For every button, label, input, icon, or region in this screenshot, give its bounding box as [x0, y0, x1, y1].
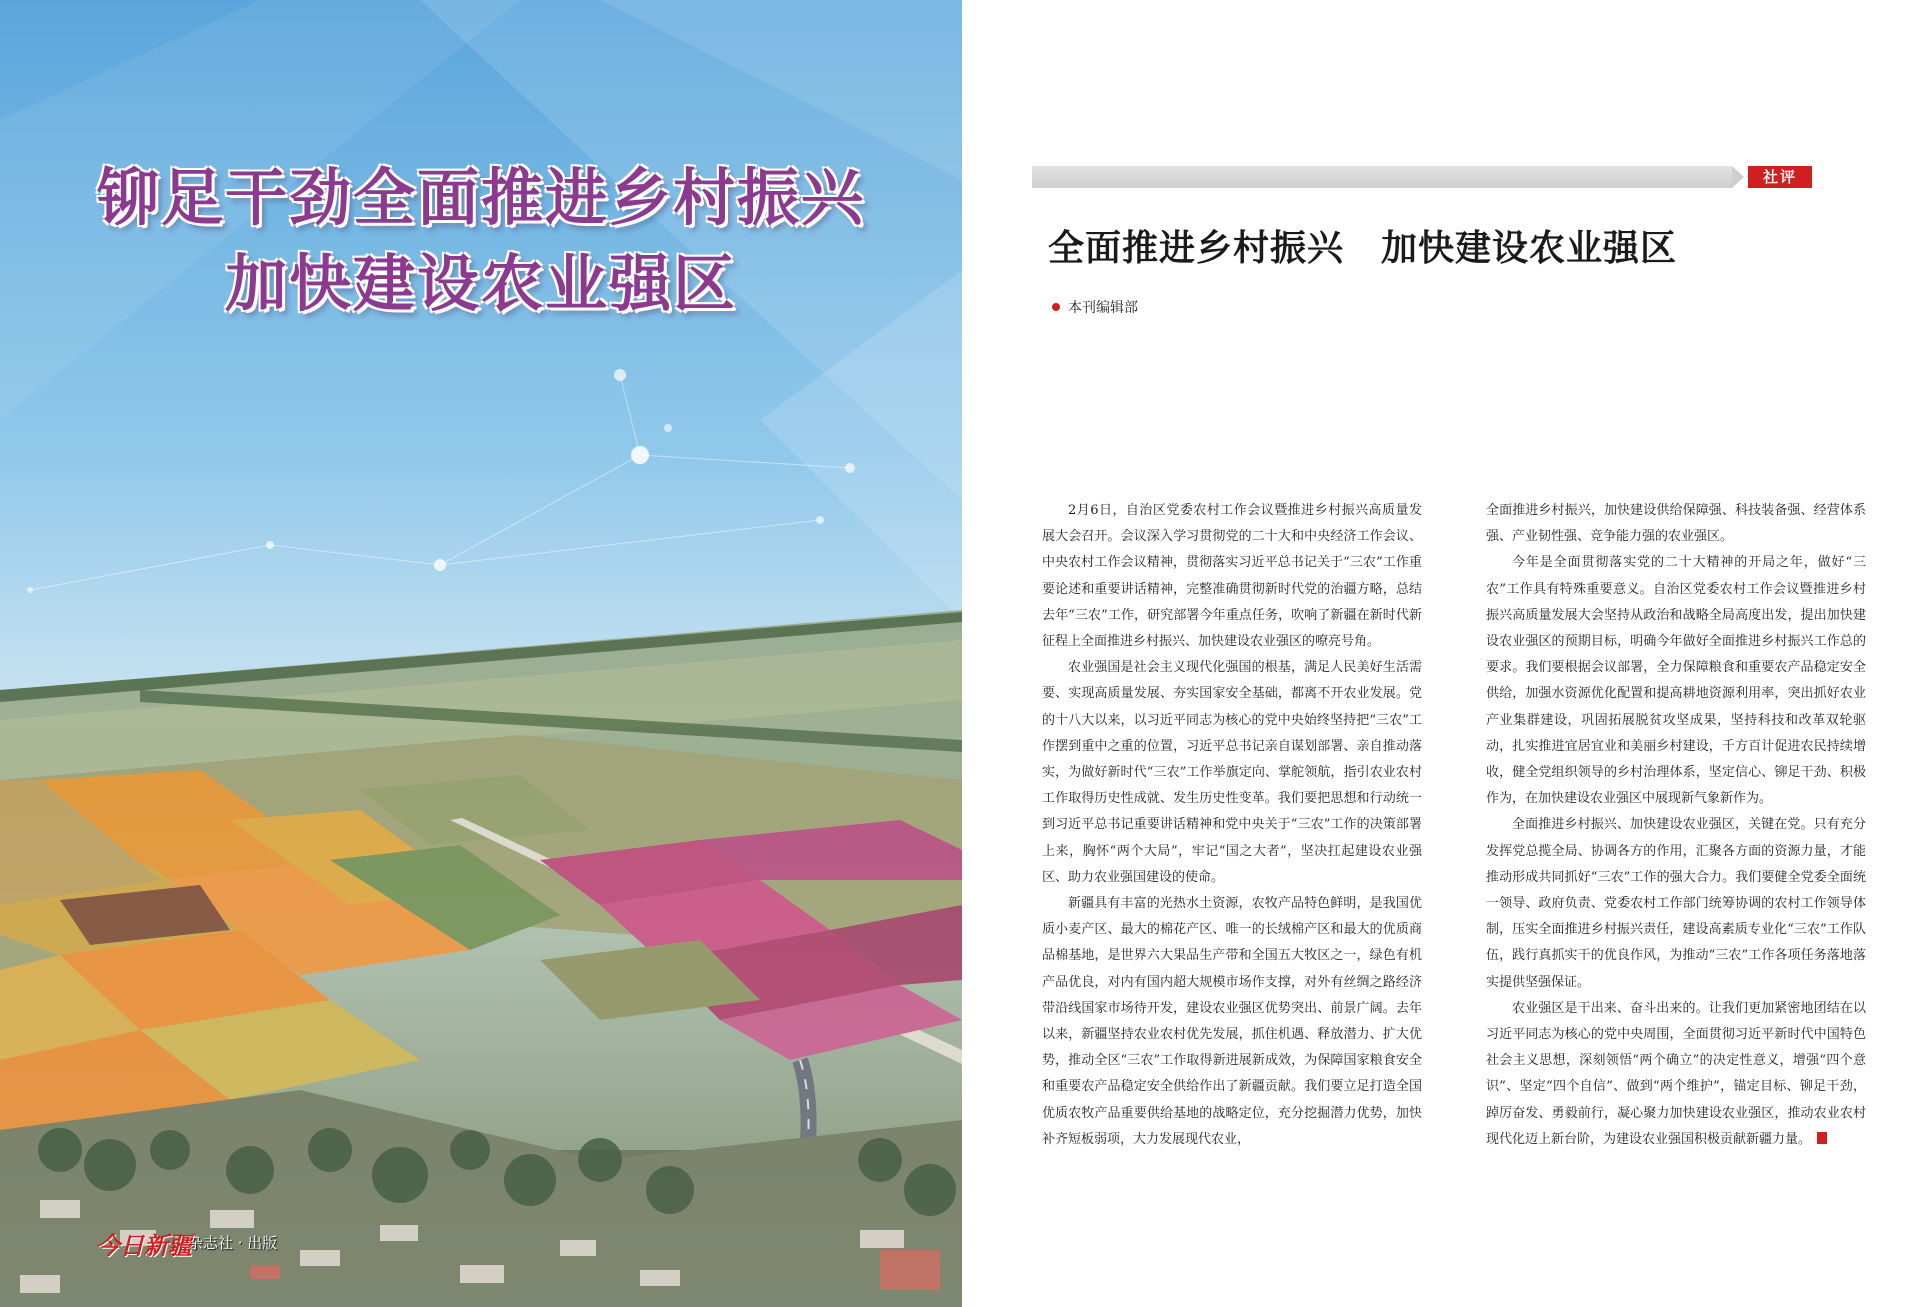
magazine-logo-sub: 杂志社 · 出版 [188, 1234, 278, 1252]
byline [1052, 297, 1138, 317]
cover-title-line2: 加快建设农业强区 [224, 247, 737, 320]
end-mark-icon [1817, 1132, 1827, 1144]
header-bar [1032, 166, 1732, 188]
paragraph: 全面推进乡村振兴、加快建设农业强区，关键在党。只有充分发挥党总揽全局、协调各方的作用，汇聚各方面的资源力量，才能推动形成共同抓好“三农”工作的强大合力。我们要健全党委全面统一领导、政府负责、党委农村工作部门统筹协调的农村工作领导体制，压实全面推进乡村振兴责任，建设高素质专业化“三农”工作队伍，践行真抓实干的优良作风，为推动“三农”工作各项任务落地落实提供坚强保证。 [1486, 817, 1866, 990]
header-bar-fold [1732, 166, 1744, 188]
paragraph: 农业强国是社会主义现代化强国的根基，满足人民美好生活需要、实现高质量发展、夯实国家安全基础，都离不开农业发展。党的十八大以来，以习近平同志为核心的党中央始终坚持把“三农”工作摆到重中之重的位置，习近平总书记亲自谋划部署、亲自推动落实，为做好新时代“三农”工作举旗定向、掌舵领航，指引农业农村工作取得历史性成就、发生历史性变革。我们要把思想和行动统一到习近平总书记重要讲话精神和党中央关于“三农”工作的决策部署上来，胸怀“两个大局”，牢记“国之大者”，坚决扛起建设农业强区、助力农业强国建设的使命。 [1042, 660, 1422, 885]
paragraph: 2月6日，自治区党委农村工作会议暨推进乡村振兴高质量发展大会召开。会议深入学习贯彻党的二十大和中央经济工作会议、中央农村工作会议精神，贯彻落实习近平总书记关于“三农”工作重要论述和重要讲话精神，完整准确贯彻新时代党的治疆方略，总结去年“三农”工作，研究部署今年重点任务，吹响了新疆在新时代新征程上全面推进乡村振兴、加快建设农业强区的嘹亮号角。 [1042, 503, 1422, 650]
paragraph-last [1486, 996, 1866, 1153]
article-column-2 [1486, 498, 1866, 1153]
cover-title-line1: 铆足干劲全面推进乡村振兴 [96, 161, 865, 234]
byline-author: 本刊编辑部 [1068, 300, 1138, 316]
article-column-1 [1042, 498, 1422, 1153]
section-tag: 社评 [1748, 166, 1812, 188]
bullet-dot-icon [1052, 303, 1060, 311]
article-title: 全面推进乡村振兴 加快建设农业强区 [1048, 228, 1678, 269]
paragraph: 今年是全面贯彻落实党的二十大精神的开局之年，做好“三农”工作具有特殊重要意义。自治区党委农村工作会议暨推进乡村振兴高质量发展大会坚持从政治和战略全局高度出发，提出加快建设农业强区的预期目标，明确今年做好全面推进乡村振兴工作总的要求。我们要根据会议部署，全力保障粮食和重要农产品稳定安全供给，加强水资源优化配置和提高耕地资源利用率，突出抓好农业产业集群建设，巩固拓展脱贫攻坚成果，坚持科技和改革双轮驱动，扎实推进宜居宜业和美丽乡村建设，千方百计促进农民持续增收，健全党组织领导的乡村治理体系，坚定信心、铆足干劲、积极作为，在加快建设农业强区中展现新气象新作为。 [1486, 555, 1866, 807]
magazine-logo: 今日新疆 [96, 1231, 192, 1260]
article-page [962, 0, 1920, 1307]
paragraph: 全面推进乡村振兴，加快建设供给保障强、科技装备强、经营体系强、产业韧性强、竞争能力强的农业强区。 [1486, 503, 1866, 545]
paragraph: 新疆具有丰富的光热水土资源，农牧产品特色鲜明，是我国优质小麦产区、最大的棉花产区、唯一的长绒棉产区和最大的优质商品棉基地，是世界六大果品生产带和全国五大牧区之一，绿色有机产品优良，对内有国内超大规模市场作支撑，对外有丝绸之路经济带沿线国家市场待开发，建设农业强区优势突出、前景广阔。去年以来，新疆坚持农业农村优先发展，抓住机遇、释放潜力、扩大优势，推动全区“三农”工作取得新进展新成效，为保障国家粮食安全和重要农产品稳定安全供给作出了新疆贡献。我们要立足打造全国优质农牧产品重要供给基地的战略定位，充分挖掘潜力优势，加快补齐短板弱项，大力发展现代农业， [1042, 896, 1422, 1147]
paragraph-text: 农业强区是干出来、奋斗出来的。让我们更加紧密地团结在以习近平同志为核心的党中央周围，全面贯彻习近平新时代中国特色社会主义思想，深刻领悟“两个确立”的决定性意义，增强“四个意识”、坚定“四个自信”、做到“两个维护”，锚定目标、铆足干劲，踔厉奋发、勇毅前行，凝心聚力加快建设农业强区，推动农业农村现代化迈上新台阶，为建设农业强国积极贡献新疆力量。 [1486, 1000, 1866, 1147]
